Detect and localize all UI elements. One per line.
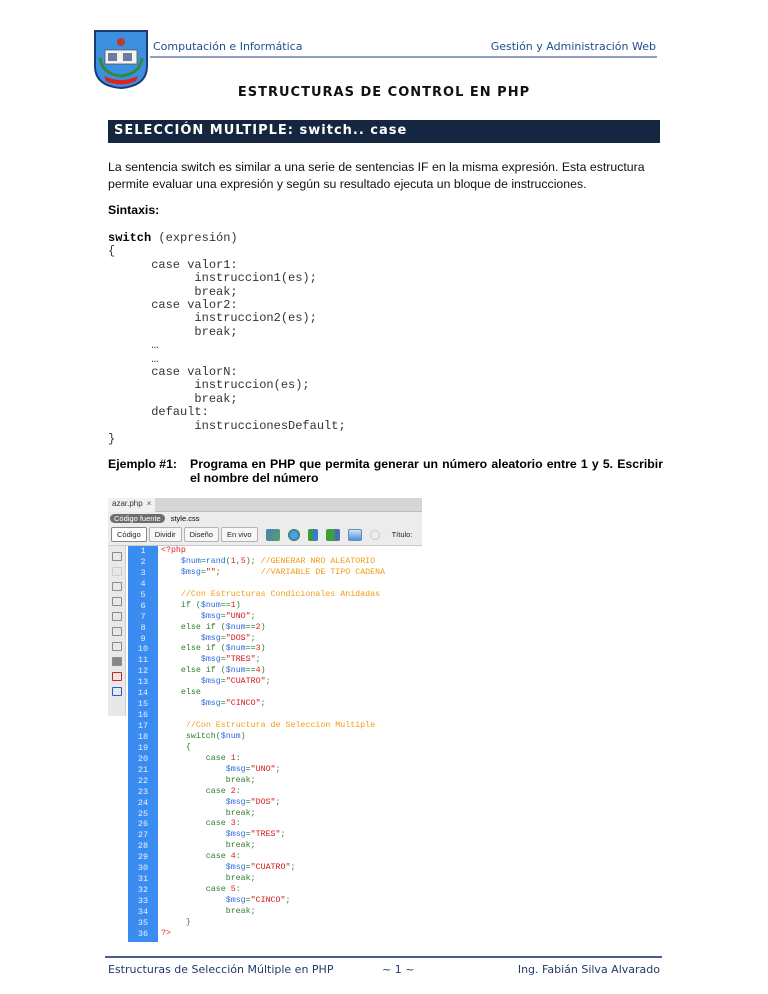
code-line: break;	[161, 775, 256, 785]
collapse-tag-icon[interactable]	[112, 582, 122, 591]
code-line: $msg="CINCO";	[200, 699, 266, 709]
code-line: break;	[161, 841, 256, 851]
line-number: 12	[137, 666, 149, 677]
code-line: $num=rand(1,5); //GENERAR NRO ALEATORIO	[180, 556, 376, 566]
syntax-line: instruccionesDefault;	[108, 418, 346, 433]
line-number: 35	[137, 917, 149, 928]
line-number: 9	[140, 633, 146, 644]
code-content	[161, 546, 385, 940]
balance-braces-icon[interactable]	[112, 642, 122, 651]
line-number: 3	[140, 567, 146, 578]
code-line: case 3:	[161, 819, 241, 829]
syntax-line: {	[108, 244, 116, 259]
line-number: 6	[140, 600, 146, 611]
line-number: 11	[137, 655, 149, 666]
line-number: 2	[140, 556, 146, 567]
line-number: 28	[137, 841, 149, 852]
syntax-line: instruccion(es);	[108, 378, 310, 393]
line-number: 30	[137, 863, 149, 874]
syntax-line: break;	[108, 324, 238, 339]
line-number: 1	[140, 546, 146, 556]
design-view-button[interactable]: Diseño	[184, 527, 219, 542]
example-text: Programa en PHP que permita generar un número aleatorio entre 1 y 5. Escribir el nombre del número	[190, 457, 663, 485]
line-number: 22	[137, 775, 149, 786]
code-line: break;	[161, 906, 256, 916]
document-toolbar	[108, 524, 422, 546]
page-number: ~ 1 ~	[382, 963, 415, 976]
line-number: 27	[137, 830, 149, 841]
show-code-navigator-icon[interactable]	[112, 567, 122, 576]
related-file-css[interactable]: style.css	[170, 513, 200, 523]
code-line: $msg="UNO";	[225, 764, 281, 774]
code-view-button[interactable]: Código	[111, 527, 147, 542]
file-management-icon[interactable]	[308, 529, 318, 541]
line-number: 26	[137, 819, 149, 830]
code-line: case 1:	[161, 753, 241, 763]
code-line: else if ($num==4)	[161, 666, 266, 676]
line-number: 15	[137, 699, 149, 710]
section-heading: SELECCIÓN MULTIPLE: switch.. case	[108, 120, 660, 143]
live-view-button[interactable]: En vivo	[221, 527, 258, 542]
line-number: 13	[137, 677, 149, 688]
file-tab-label: azar.php	[112, 499, 143, 508]
split-view-button[interactable]: Dividir	[149, 527, 182, 542]
line-number: 25	[137, 808, 149, 819]
word-wrap-icon[interactable]	[112, 687, 122, 696]
code-line: $msg="CUATRO";	[225, 863, 296, 873]
line-number: 29	[137, 852, 149, 863]
line-number: 18	[137, 731, 149, 742]
code-line	[161, 579, 385, 590]
school-crest-logo	[92, 28, 150, 90]
syntax-line: case valor1:	[108, 257, 238, 272]
code-line: }	[161, 917, 191, 927]
line-number: 33	[137, 896, 149, 906]
title-field-label: Título:	[391, 530, 413, 539]
syntax-line: instruccion2(es);	[108, 311, 317, 326]
multiscreen-icon[interactable]	[266, 529, 280, 541]
header-left-text: Computación e Informática	[153, 40, 303, 53]
highlight-invalid-code-icon[interactable]	[112, 672, 122, 681]
code-line: //Con Estructuras Condicionales Anidadas	[180, 589, 381, 599]
line-number: 5	[140, 589, 146, 600]
code-line: $msg="CUATRO";	[200, 677, 271, 687]
code-editor-screenshot	[108, 498, 422, 942]
open-documents-icon[interactable]	[112, 552, 122, 561]
line-number: 20	[137, 753, 149, 764]
line-number: 10	[137, 644, 149, 655]
line-number: 14	[137, 688, 149, 699]
related-file-source[interactable]: Código fuente	[110, 514, 165, 523]
syntax-line: (expresión)	[151, 231, 238, 245]
line-number: 7	[140, 611, 146, 622]
code-line: case 4:	[161, 852, 241, 862]
code-line: $msg="DOS";	[200, 633, 256, 643]
example-heading	[108, 457, 663, 485]
sintaxis-label: Sintaxis:	[108, 203, 160, 217]
file-tab[interactable]	[108, 498, 155, 512]
code-line: else if ($num==2)	[161, 622, 266, 632]
example-label: Ejemplo #1:	[108, 457, 178, 471]
syntax-line: instruccion1(es);	[108, 271, 317, 286]
code-line: {	[161, 742, 191, 752]
refresh-icon[interactable]	[370, 530, 380, 540]
syntax-block	[108, 232, 346, 447]
footer-author: Ing. Fabián Silva Alvarado	[517, 963, 660, 976]
line-number: 17	[137, 721, 149, 731]
coding-toolbar	[108, 546, 126, 716]
code-line: <?php	[161, 546, 186, 555]
related-files-bar	[108, 512, 422, 524]
code-line: ?>	[161, 928, 171, 938]
syntax-line: case valorN:	[108, 365, 238, 380]
syntax-line: }	[108, 432, 116, 447]
line-number: 16	[137, 710, 149, 721]
line-numbers-gutter	[128, 546, 158, 942]
code-line: $msg="TRES";	[225, 830, 286, 840]
intro-paragraph: La sentencia switch es similar a una serie de sentencias IF en la misma expresión. Esta estructura permite evaluar una expresión y según su resultado ejecuta un bloque de instrucciones.	[108, 160, 645, 191]
code-line: case 5:	[161, 885, 241, 895]
line-number: 21	[137, 764, 149, 775]
code-area	[108, 546, 422, 942]
code-line: //Con Estructura de Seleccion Multiple	[185, 721, 376, 730]
code-line: if ($num==1)	[161, 600, 241, 610]
close-icon[interactable]: ×	[146, 499, 152, 508]
code-line: $msg="TRES";	[200, 655, 261, 665]
line-number: 36	[137, 928, 149, 939]
code-line: $msg="DOS";	[225, 797, 281, 807]
document-tab-bar	[108, 498, 422, 512]
syntax-line: break;	[108, 284, 238, 299]
footer-left-text: Estructuras de Selección Múltiple en PHP	[108, 963, 334, 976]
line-number: 23	[137, 786, 149, 797]
debug-icon[interactable]	[326, 529, 340, 541]
expand-all-icon[interactable]	[112, 612, 122, 621]
preview-browser-icon[interactable]	[288, 529, 300, 541]
header-divider	[150, 56, 657, 58]
visual-aids-icon[interactable]	[348, 529, 362, 541]
line-number: 4	[140, 578, 146, 589]
code-line: case 2:	[161, 786, 241, 796]
syntax-line: …	[108, 351, 159, 366]
line-number: 34	[137, 906, 149, 917]
collapse-selection-icon[interactable]	[112, 597, 122, 606]
code-line	[161, 710, 385, 721]
syntax-line: default:	[108, 405, 209, 420]
document-title: ESTRUCTURAS DE CONTROL EN PHP	[237, 85, 531, 100]
syntax-line: break;	[108, 391, 238, 406]
code-line: else	[161, 688, 201, 698]
syntax-line: …	[108, 338, 159, 353]
code-line: $msg=""; //VARIABLE DE TIPO CADENA	[180, 567, 386, 577]
code-line: switch($num)	[161, 731, 246, 741]
footer-divider	[105, 956, 662, 958]
line-number: 19	[137, 742, 149, 753]
select-parent-tag-icon[interactable]	[112, 627, 122, 636]
line-number: 8	[140, 622, 146, 633]
syntax-line: case valor2:	[108, 298, 238, 313]
line-numbers-toggle-icon[interactable]	[112, 657, 122, 666]
line-number: 32	[137, 885, 149, 896]
header-right-text: Gestión y Administración Web	[490, 40, 656, 53]
line-number: 31	[137, 874, 149, 885]
code-line: $msg="CINCO";	[225, 896, 291, 905]
code-line: else if ($num==3)	[161, 644, 266, 654]
syntax-keyword: switch	[108, 231, 152, 245]
code-line: break;	[161, 808, 256, 818]
code-line: break;	[161, 874, 256, 884]
line-number: 24	[137, 797, 149, 808]
code-line: $msg="UNO";	[200, 611, 256, 621]
